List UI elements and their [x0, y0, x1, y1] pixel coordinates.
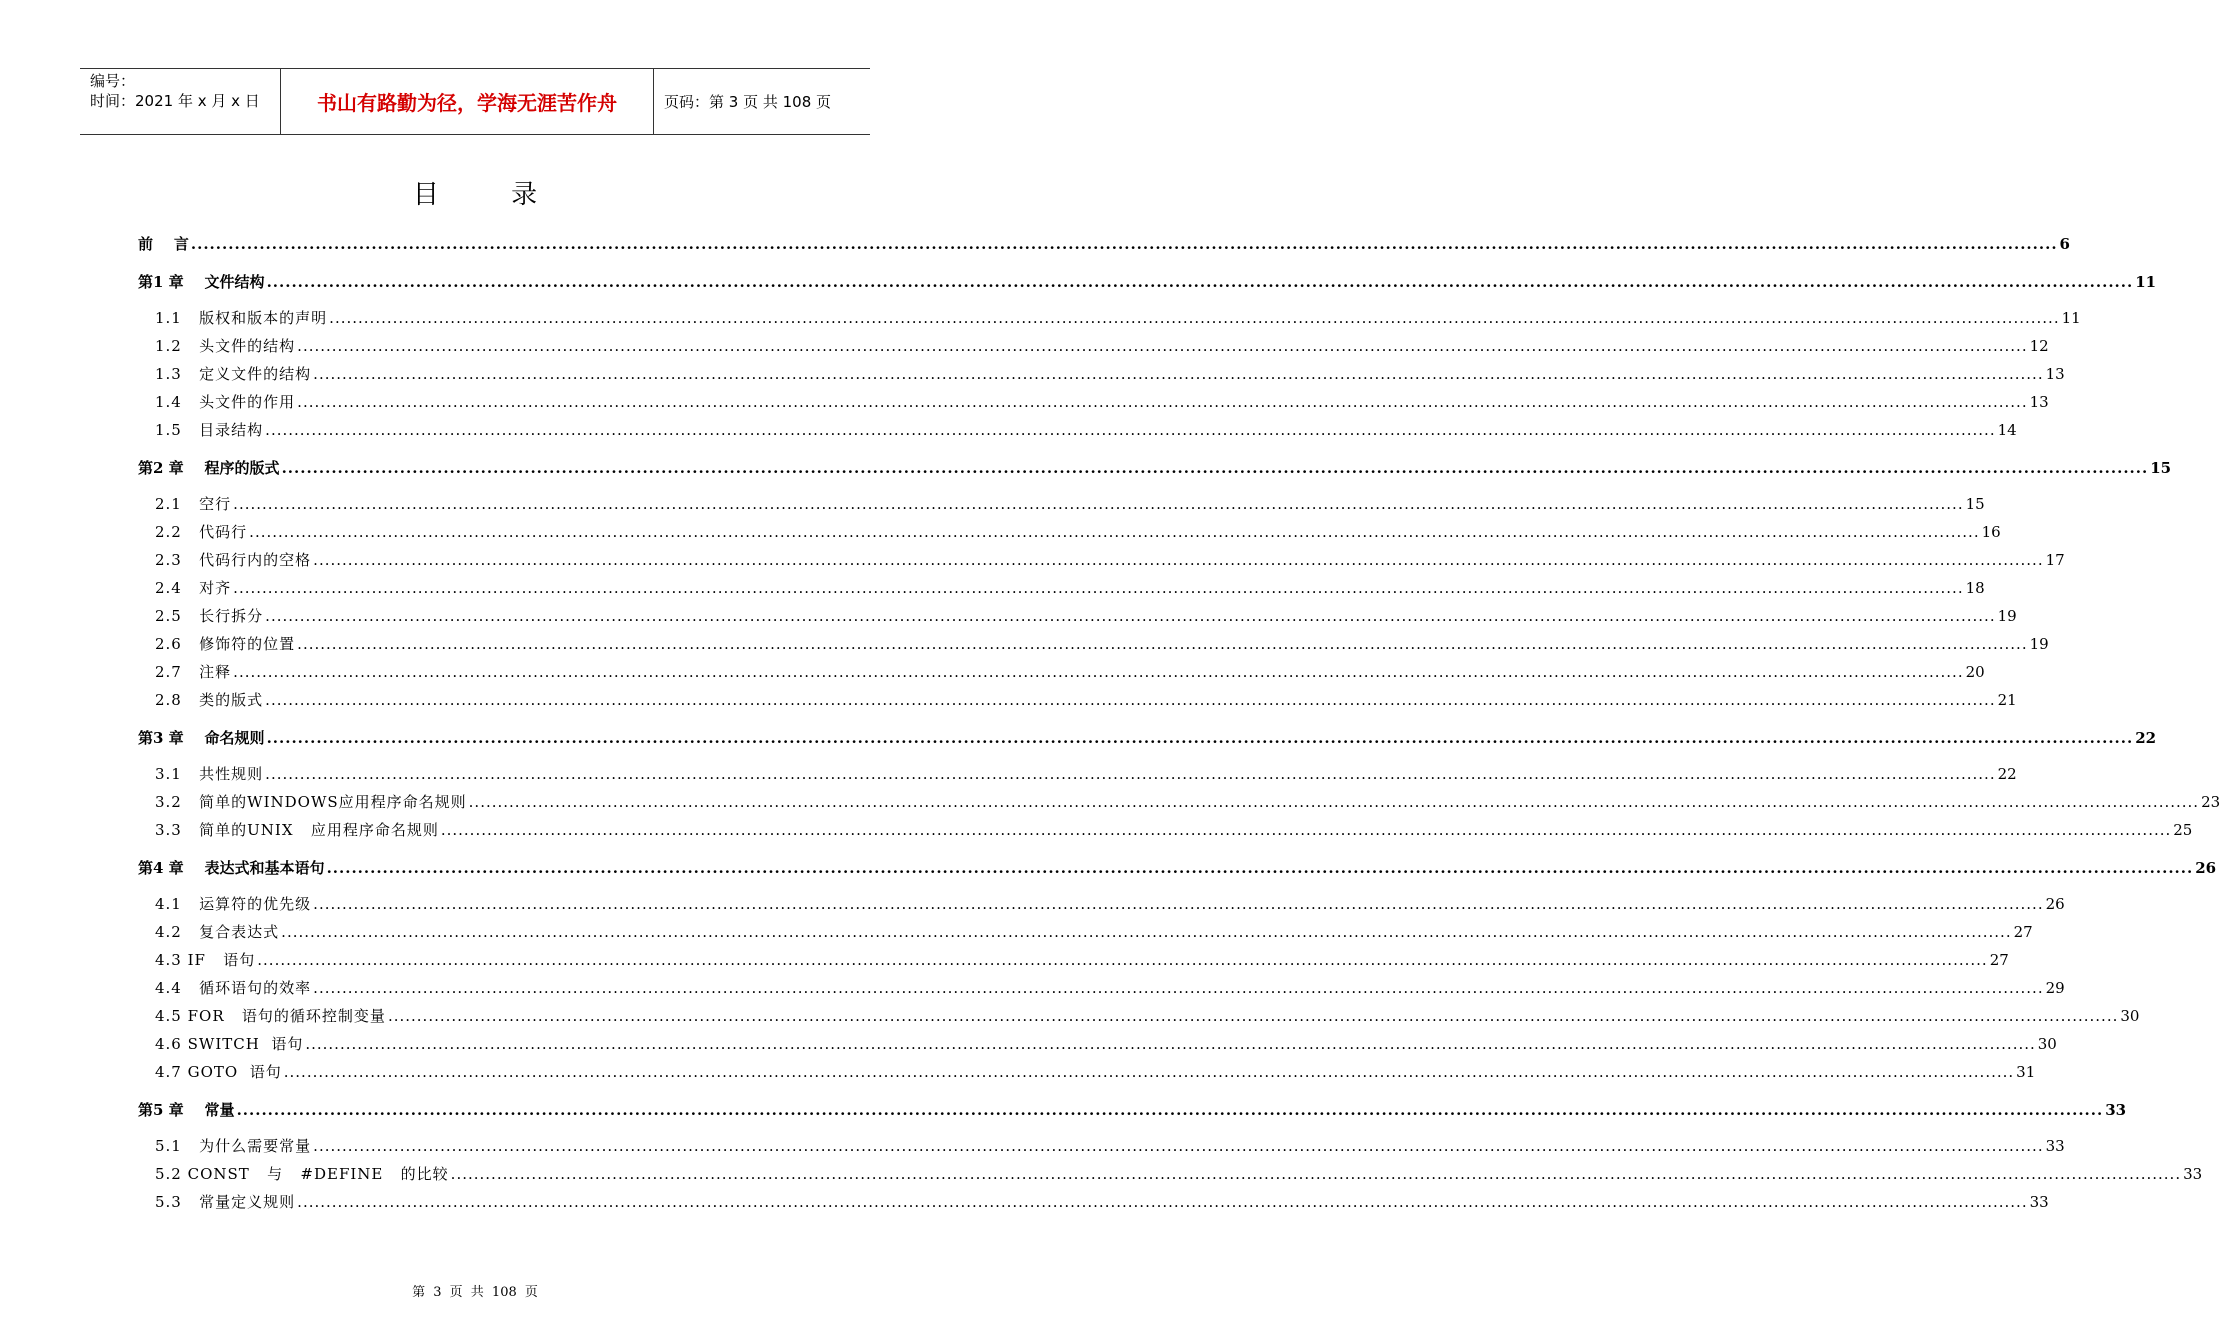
- header-number-label: 编号：: [90, 72, 136, 90]
- toc-entry-page: 33: [2045, 1137, 2065, 1155]
- toc-section-entry[interactable]: [155, 949, 2009, 971]
- toc-leader-dots: ............................................................................................................................................................................................................................................................................................................: [283, 1063, 2015, 1081]
- toc-leader-dots: ............................................................................................................................................................................................................................................................................................................: [450, 1165, 2182, 1183]
- toc-section-entry[interactable]: [155, 577, 1985, 599]
- toc-entry-page: 12: [2029, 337, 2049, 355]
- toc-section-entry[interactable]: [155, 605, 2017, 627]
- toc-entry-page: 27: [2013, 923, 2033, 941]
- toc-entry-label: 2.6 修饰符的位置: [155, 635, 296, 653]
- toc-leader-dots: ............................................................................................................................................................................................................................................................................................................: [257, 951, 1988, 969]
- toc-leader-dots: ............................................................................................................................................................................................................................................................................................................: [313, 365, 2044, 383]
- toc-entry-label: 1.5 目录结构: [155, 421, 264, 439]
- toc-entry-page: 13: [2045, 365, 2065, 383]
- toc-entry-label: 第5 章 常量: [138, 1101, 235, 1119]
- toc-section-entry[interactable]: [155, 307, 2081, 329]
- toc-leader-dots: ............................................................................................................................................................................................................................................................................................................: [265, 607, 1996, 625]
- toc-leader-dots: ............................................................................................................................................................................................................................................................................................................: [297, 635, 2028, 653]
- toc-entry-page: 33: [2183, 1165, 2203, 1183]
- toc-section-entry[interactable]: [155, 419, 2017, 441]
- toc-entry-label: 第1 章 文件结构: [138, 273, 265, 291]
- toc-entry-page: 22: [1997, 765, 2017, 783]
- toc-entry-label: 1.3 定义文件的结构: [155, 365, 312, 383]
- toc-section-entry[interactable]: [155, 977, 2065, 999]
- toc-entry-page: 18: [1965, 579, 1985, 597]
- toc-section-entry[interactable]: [155, 1135, 2065, 1157]
- toc-leader-dots: ............................................................................................................................................................................................................................................................................................................: [326, 859, 2194, 877]
- toc-entry-label: 2.3 代码行内的空格: [155, 551, 312, 569]
- toc-entry-page: 11: [2061, 309, 2081, 327]
- toc-section-entry[interactable]: [155, 521, 2001, 543]
- toc-leader-dots: ............................................................................................................................................................................................................................................................................................................: [297, 1193, 2028, 1211]
- toc-section-entry[interactable]: [155, 661, 1985, 683]
- toc-section-entry[interactable]: [155, 1005, 2140, 1027]
- toc-entry-label: 前 言: [138, 235, 189, 253]
- toc-leader-dots: ............................................................................................................................................................................................................................................................................................................: [265, 765, 1996, 783]
- toc-entry-label: 2.2 代码行: [155, 523, 248, 541]
- header-page-info: 页码：第 3 页 共 108 页: [664, 93, 832, 111]
- toc-entry-page: 29: [2045, 979, 2065, 997]
- toc-entry-label: 3.1 共性规则: [155, 765, 264, 783]
- toc-leader-dots: ............................................................................................................................................................................................................................................................................................................: [249, 523, 1980, 541]
- toc-chapter-entry[interactable]: [138, 1099, 2127, 1121]
- toc-entry-page: 19: [1997, 607, 2017, 625]
- toc-entry-label: 4.4 循环语句的效率: [155, 979, 312, 997]
- toc-section-entry[interactable]: [155, 893, 2065, 915]
- toc-section-entry[interactable]: [155, 763, 2017, 785]
- toc-entry-label: 4.2 复合表达式: [155, 923, 280, 941]
- toc-leader-dots: ............................................................................................................................................................................................................................................................................................................: [281, 923, 2012, 941]
- toc-entry-label: 2.8 类的版式: [155, 691, 264, 709]
- toc-section-entry[interactable]: [155, 1061, 2036, 1083]
- toc-entry-page: 33: [2105, 1101, 2127, 1119]
- toc-leader-dots: ............................................................................................................................................................................................................................................................................................................: [190, 235, 2058, 253]
- toc-entry-page: 30: [2037, 1035, 2057, 1053]
- toc-entry-page: 26: [2195, 859, 2217, 877]
- toc-entry-label: 第4 章 表达式和基本语句: [138, 859, 325, 877]
- toc-leader-dots: ............................................................................................................................................................................................................................................................................................................: [387, 1007, 2119, 1025]
- toc-entry-page: 21: [1997, 691, 2017, 709]
- toc-section-entry[interactable]: [155, 1163, 2203, 1185]
- toc-section-entry[interactable]: [155, 1033, 2057, 1055]
- toc-leader-dots: ............................................................................................................................................................................................................................................................................................................: [281, 459, 2149, 477]
- toc-entry-label: 4.6 SWITCH 语句: [155, 1035, 304, 1053]
- toc-entry-label: 5.1 为什么需要常量: [155, 1137, 312, 1155]
- toc-entry-page: 33: [2029, 1193, 2049, 1211]
- toc-section-entry[interactable]: [155, 1191, 2049, 1213]
- toc-entry-label: 3.2 简单的WINDOWS应用程序命名规则: [155, 793, 467, 811]
- toc-leader-dots: ............................................................................................................................................................................................................................................................................................................: [233, 663, 1964, 681]
- toc-chapter-entry[interactable]: [138, 271, 2157, 293]
- toc-section-entry[interactable]: [155, 791, 2220, 813]
- toc-entry-page: 15: [1965, 495, 1985, 513]
- toc-entry-page: 14: [1997, 421, 2017, 439]
- toc-entry-label: 4.3 IF 语句: [155, 951, 256, 969]
- toc-leader-dots: ............................................................................................................................................................................................................................................................................................................: [313, 551, 2044, 569]
- page-footer: 第 3 页 共 108 页: [412, 1285, 538, 1300]
- toc-entry-page: 11: [2135, 273, 2157, 291]
- toc-title: 目 录: [412, 180, 570, 210]
- toc-entry-label: 4.1 运算符的优先级: [155, 895, 312, 913]
- toc-leader-dots: ............................................................................................................................................................................................................................................................................................................: [297, 337, 2028, 355]
- toc-leader-dots: ............................................................................................................................................................................................................................................................................................................: [468, 793, 2200, 811]
- toc-entry-page: 26: [2045, 895, 2065, 913]
- toc-entry-page: 15: [2150, 459, 2172, 477]
- toc-entry-page: 20: [1965, 663, 1985, 681]
- toc-entry-page: 25: [2173, 821, 2193, 839]
- toc-entry-label: 4.7 GOTO 语句: [155, 1063, 282, 1081]
- toc-entry-page: 6: [2059, 235, 2070, 253]
- toc-entry-label: 第3 章 命名规则: [138, 729, 265, 747]
- toc-entry-page: 19: [2029, 635, 2049, 653]
- toc-leader-dots: ............................................................................................................................................................................................................................................................................................................: [266, 273, 2134, 291]
- toc-entry-label: 第2 章 程序的版式: [138, 459, 280, 477]
- toc-chapter-entry[interactable]: [138, 457, 2172, 479]
- toc-chapter-entry[interactable]: [138, 727, 2157, 749]
- toc-section-entry[interactable]: [155, 819, 2193, 841]
- toc-entry-page: 17: [2045, 551, 2065, 569]
- toc-entry-page: 30: [2120, 1007, 2140, 1025]
- toc-leader-dots: ............................................................................................................................................................................................................................................................................................................: [305, 1035, 2036, 1053]
- toc-leader-dots: ............................................................................................................................................................................................................................................................................................................: [265, 691, 1996, 709]
- toc-leader-dots: ............................................................................................................................................................................................................................................................................................................: [313, 895, 2044, 913]
- toc-section-entry[interactable]: [155, 921, 2033, 943]
- toc-entry-page: 13: [2029, 393, 2049, 411]
- toc-entry-label: 2.1 空行: [155, 495, 232, 513]
- toc-entry-label: 1.4 头文件的作用: [155, 393, 296, 411]
- toc-entry-label: 2.4 对齐: [155, 579, 232, 597]
- header-motto: 书山有路勤为径，学海无涯苦作舟: [317, 91, 617, 115]
- toc-leader-dots: ............................................................................................................................................................................................................................................................................................................: [266, 729, 2134, 747]
- toc-entry-page: 31: [2016, 1063, 2036, 1081]
- toc-leader-dots: ............................................................................................................................................................................................................................................................................................................: [233, 579, 1964, 597]
- toc-leader-dots: ............................................................................................................................................................................................................................................................................................................: [265, 421, 1996, 439]
- toc-entry-label: 5.2 CONST 与 #DEFINE 的比较: [155, 1165, 449, 1183]
- toc-section-entry[interactable]: [155, 391, 2049, 413]
- toc-entry-label: 2.7 注释: [155, 663, 232, 681]
- toc-leader-dots: ............................................................................................................................................................................................................................................................................................................: [440, 821, 2172, 839]
- toc-leader-dots: ............................................................................................................................................................................................................................................................................................................: [233, 495, 1964, 513]
- toc-section-entry[interactable]: [155, 363, 2065, 385]
- toc-section-entry[interactable]: [155, 633, 2049, 655]
- toc-entry-label: 1.1 版权和版本的声明: [155, 309, 328, 327]
- toc-entry-label: 5.3 常量定义规则: [155, 1193, 296, 1211]
- toc-entry-page: 16: [1981, 523, 2001, 541]
- toc-leader-dots: ............................................................................................................................................................................................................................................................................................................: [313, 979, 2044, 997]
- toc-leader-dots: ............................................................................................................................................................................................................................................................................................................: [313, 1137, 2044, 1155]
- toc-leader-dots: ............................................................................................................................................................................................................................................................................................................: [329, 309, 2060, 327]
- toc-section-entry[interactable]: [155, 493, 1985, 515]
- toc-leader-dots: ............................................................................................................................................................................................................................................................................................................: [297, 393, 2028, 411]
- toc-section-entry[interactable]: [155, 689, 2017, 711]
- toc-section-entry[interactable]: [155, 549, 2065, 571]
- toc-entry-page: 22: [2135, 729, 2157, 747]
- toc-entry-label: 2.5 长行拆分: [155, 607, 264, 625]
- toc-chapter-entry[interactable]: [138, 857, 2217, 879]
- toc-entry-page: 27: [1989, 951, 2009, 969]
- toc-entry-label: 3.3 简单的UNIX 应用程序命名规则: [155, 821, 439, 839]
- toc-leader-dots: ............................................................................................................................................................................................................................................................................................................: [236, 1101, 2104, 1119]
- toc-entry-page: 23: [2201, 793, 2220, 811]
- header-date: 时间：2021 年 x 月 x 日: [90, 92, 260, 110]
- toc-chapter-entry[interactable]: [138, 233, 2070, 255]
- toc-section-entry[interactable]: [155, 335, 2049, 357]
- toc-entry-label: 4.5 FOR 语句的循环控制变量: [155, 1007, 386, 1025]
- toc-entry-label: 1.2 头文件的结构: [155, 337, 296, 355]
